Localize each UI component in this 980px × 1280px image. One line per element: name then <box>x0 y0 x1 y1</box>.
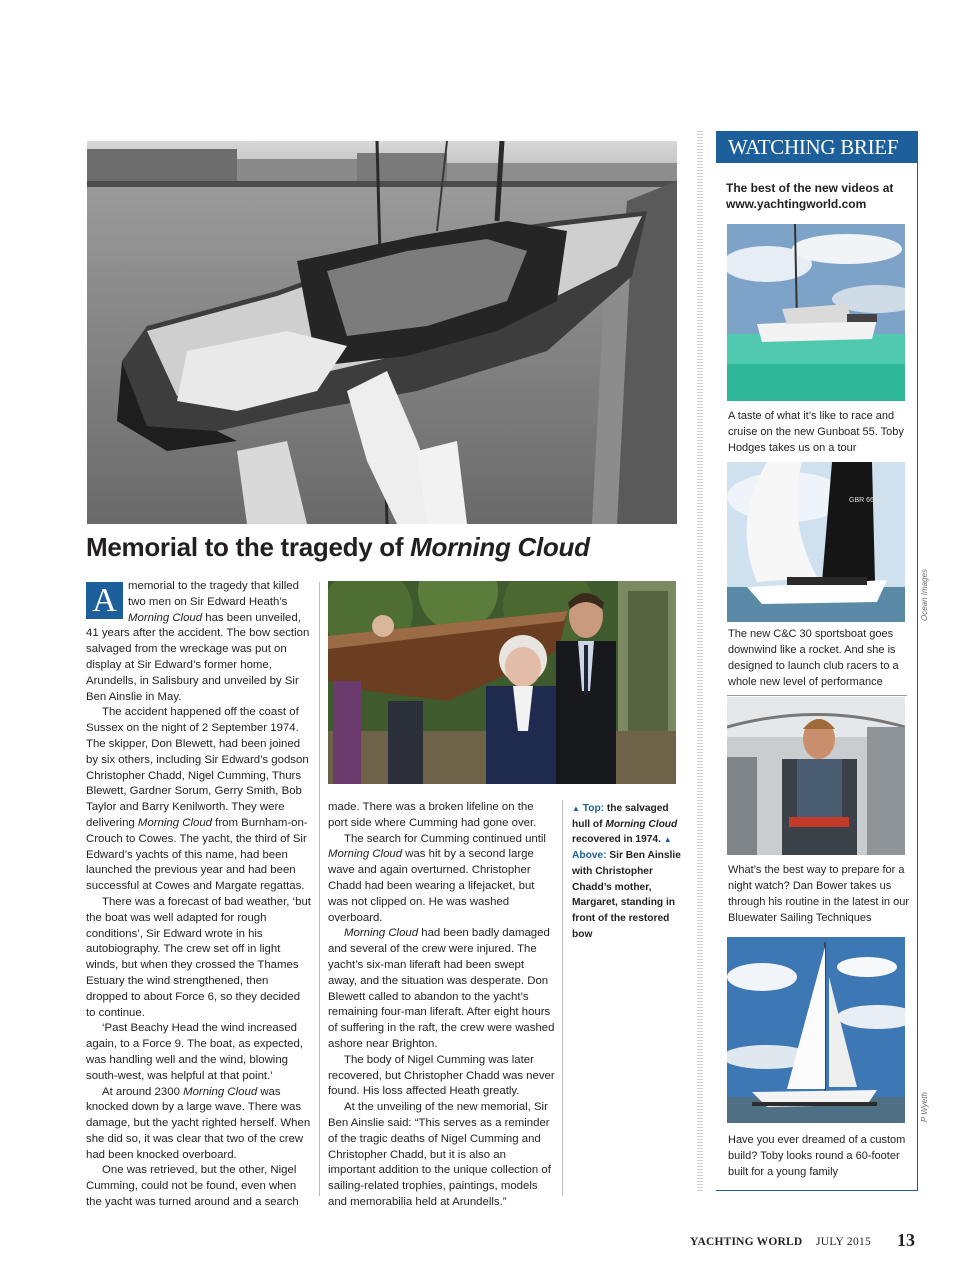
video-caption[interactable]: The new C&C 30 sportsboat goes downwind like a rocket. And she is designed to launch club racers to a whole new level of performance <box>728 628 899 688</box>
text-run: was knocked down by a large wave. There was damage, but the yacht righted herself. When she did so, it was clear that two of the crew had been knocked overboard. <box>86 1085 311 1161</box>
article-headline <box>86 532 686 563</box>
text-run-italic: Morning Cloud <box>344 927 419 940</box>
photo-credit: Ocean Images <box>920 568 929 621</box>
text-run: from Burnham-on-Crouch to Cowes. The yacht, the third of Sir Edward’s yachts of this name, had been launched the previous year and had been successful at Cowes and Margate regattas. <box>86 816 308 893</box>
column-divider <box>319 582 320 1196</box>
triangle-up-icon: ▲ <box>572 804 580 813</box>
sidebar-divider <box>727 695 907 696</box>
article-paragraph <box>328 832 556 927</box>
caption-keyword-above: Above: <box>572 850 607 862</box>
article-paragraph: ‘Past Beachy Head the wind increased again, to a Force 9. The boat, as expected, was handling well and the wind, blowing south-west, was helpful at that point.’ <box>86 1022 303 1082</box>
salvaged-hull-illustration <box>87 141 677 524</box>
text-run: was hit by a second large wave and again overturned. Christopher Chadd had been wearing a lifejacket, but was not clipped on. He was washed overboard. <box>328 848 535 924</box>
sailor-illustration <box>727 697 905 855</box>
text-run: The search for Cumming continued until <box>344 832 546 845</box>
sportsboat-illustration <box>727 462 905 622</box>
text-run-italic: Morning Cloud <box>128 611 203 624</box>
caption-text-italic: Morning Cloud <box>605 818 678 830</box>
video-thumbnail-night-watch[interactable] <box>727 697 905 855</box>
footer-magazine-name: YACHTING WORLD <box>690 1236 803 1248</box>
salvaged-hull-photo <box>87 141 677 524</box>
caption-text: the salvaged hull of <box>572 803 669 830</box>
article-column-1 <box>86 579 312 1211</box>
headline-plain: Memorial to the tragedy of <box>86 532 411 562</box>
photo-caption <box>572 801 682 942</box>
article-column-2 <box>328 800 556 1211</box>
catamaran-illustration <box>727 224 905 401</box>
article-paragraph <box>86 579 312 705</box>
video-caption[interactable]: A taste of what it’s like to race and cruise on the new Gunboat 55. Toby Hodges takes us on a tour <box>728 410 904 454</box>
photo-credit: P Wyeth <box>920 1092 929 1122</box>
column-divider <box>562 800 563 1196</box>
text-run-italic: Morning Cloud <box>137 816 212 829</box>
video-caption[interactable]: What’s the best way to prepare for a night watch? Dan Bower takes us through his routine in the latest in our Bluewater Sailing Techniques <box>728 864 910 924</box>
text-run: memorial to the tragedy that killed two men on Sir Edward Heath’s <box>128 580 299 608</box>
text-run: has been unveiled, 41 years after the accident. The bow section salvaged from the wreckage was put on display at Sir Edward’s former home, Arundells, in Salisbury and unveiled by Sir Ben Ainslie in May. <box>86 611 310 703</box>
article-paragraph: There was a forecast of bad weather, ‘but the boat was well adapted for rough conditions’, Sir Edward wrote in his autobiography. The crew set off in light winds, but when they crossed the Thames Estuary the wind strengthened, then dropped to about Force 6, so they decided to continue. <box>86 895 311 1019</box>
caption-text: Sir Ben Ainslie with Christopher Chadd’s mother, Margaret, standing in front of the restored bow <box>572 850 681 940</box>
page-number: 13 <box>897 1230 915 1250</box>
unveiling-illustration <box>328 581 676 784</box>
text-run: At around 2300 <box>102 1085 184 1098</box>
unveiling-photo <box>328 581 676 784</box>
caption-keyword-top: Top: <box>582 803 605 814</box>
sidebar-intro: The best of the new videos at www.yachtingworld.com <box>726 181 894 211</box>
watching-brief-banner: WATCHING BRIEF <box>716 131 917 163</box>
drop-cap: A <box>86 582 123 619</box>
article-paragraph <box>86 1085 312 1164</box>
sail-number: GBR 6615R <box>849 497 887 504</box>
sidebar-dotted-edge <box>697 131 703 1191</box>
caption-text: recovered in 1974. <box>572 834 664 846</box>
video-thumbnail-gunboat[interactable] <box>727 224 905 401</box>
article-paragraph: The body of Nigel Cumming was later recovered, but Christopher Chadd was never found. His loss affected Heath greatly. <box>328 1053 555 1098</box>
text-run-italic: Morning Cloud <box>328 848 403 861</box>
text-run: had been badly damaged and several of the crew were injured. The yacht’s six-man liferaft had been swept away, and the situation was desperate. Don Blewett called to abandon to the yacht’s remaining four-man liferaft. After eight hours of suffering in the raft, the crew were washed ashore near Brighton. <box>328 927 555 1050</box>
footer-issue-date: JULY 2015 <box>816 1236 872 1248</box>
video-thumbnail-custom-build[interactable] <box>727 937 905 1123</box>
article-paragraph <box>328 926 556 1052</box>
headline-italic: Morning Cloud <box>410 532 590 562</box>
text-run-italic: Morning Cloud <box>183 1085 258 1098</box>
video-caption[interactable]: Have you ever dreamed of a custom build? Toby looks round a 60-footer built for a young family <box>728 1134 906 1178</box>
article-paragraph <box>86 705 312 895</box>
sailing-yacht-illustration <box>727 937 905 1123</box>
video-thumbnail-cc30[interactable] <box>727 462 905 622</box>
triangle-up-icon: ▲ <box>663 835 672 845</box>
article-paragraph: made. There was a broken lifeline on the port side where Cumming had gone over. <box>328 801 537 829</box>
article-paragraph: At the unveiling of the new memorial, Sir Ben Ainslie said: “This serves as a reminder of the tragic deaths of Nigel Cumming and Christopher Chadd, but it is also an important addition to the unique collection of sailing-related trophies, paintings, models and memorabilia held at Arundells.” <box>328 1101 551 1208</box>
article-paragraph: One was retrieved, but the other, Nigel Cumming, could not be found, even when the yacht was turned around and a search <box>86 1164 299 1209</box>
text-run: The accident happened off the coast of Sussex on the night of 2 September 1974. The skipper, Don Blewett, had been joined by six others, including Sir Edward’s godson Christopher Chadd, Nigel Cumming, Thurs Blewett, Gardner Sorum, Gerry Smith, Bob Taylor and Barry Kenilworth. They were delivering <box>86 706 309 829</box>
